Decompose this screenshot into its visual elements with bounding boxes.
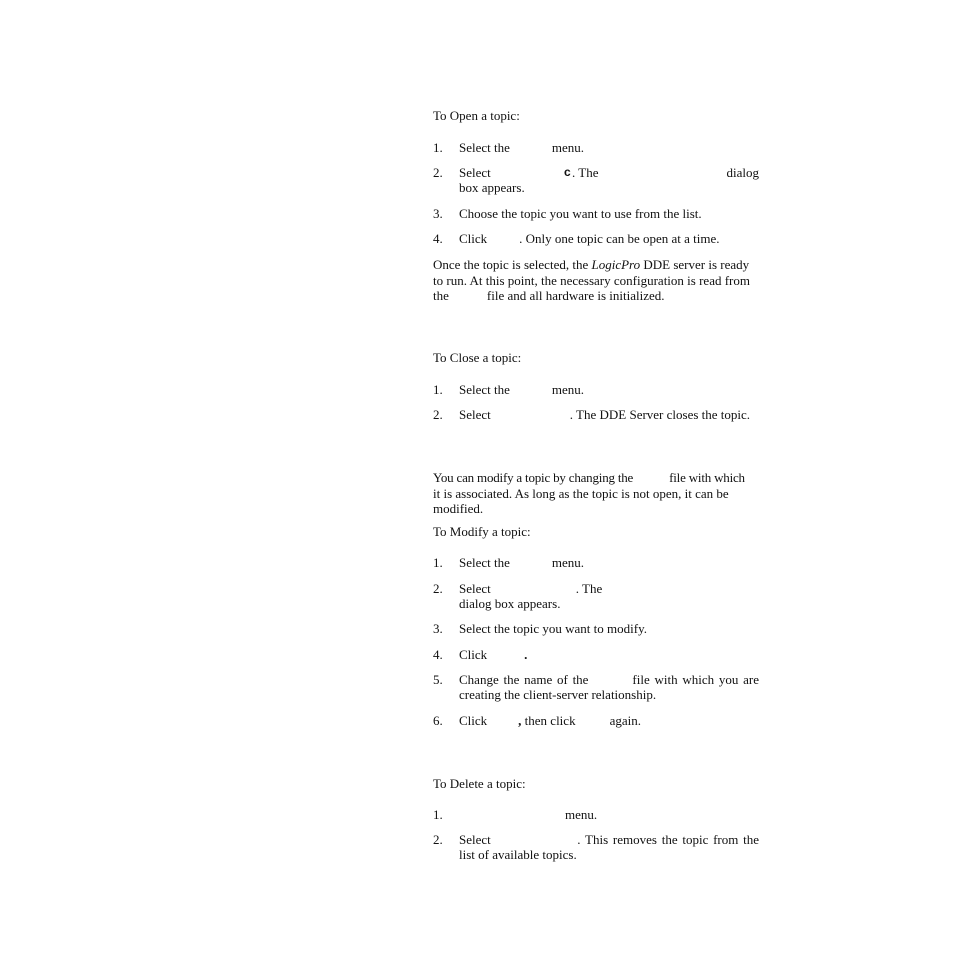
modify-step-5-number: 5. [433,672,443,687]
modify-step-2-text-b: . The [575,581,603,596]
open-paragraph-text-3b: file and all hardware is initialized. [486,288,665,303]
modify-intro-line-3: modified. [433,501,484,516]
modify-step-5-text-a: Change the name of the [459,672,589,687]
modify-heading: To Modify a topic: [433,524,531,539]
modify-step-2-number: 2. [433,581,443,596]
open-step-4-text-a: Click [459,231,488,246]
open-step-2-key: c [564,165,571,179]
open-paragraph-line-1 [433,257,759,273]
modify-step-3: Select the topic you want to modify. [459,621,647,636]
open-step-2-text-b: . The [572,165,599,180]
open-heading: To Open a topic: [433,108,520,123]
modify-step-6-text-d: again. [609,713,641,728]
modify-step-1-text-b: menu. [551,555,585,570]
modify-step-2-text-c: dialog box appears. [459,596,561,611]
modify-step-6-text-b: , [518,713,522,728]
delete-step-2-text-b: . This removes the topic from the [577,832,759,847]
open-step-1-number: 1. [433,140,443,155]
modify-step-1-number: 1. [433,555,443,570]
open-paragraph-text-3a: the [433,288,449,303]
product-name: LogicPro [591,257,641,272]
open-step-4 [459,231,759,246]
modify-step-3-number: 3. [433,621,443,636]
modify-intro-text-b: file with which [669,470,745,485]
modify-step-4 [459,647,759,662]
close-step-2-text-a: Select [459,407,491,422]
delete-step-2-number: 2. [433,832,443,847]
close-step-1-number: 1. [433,382,443,397]
close-step-2-number: 2. [433,407,443,422]
open-paragraph-line-2: to run. At this point, the necessary configuration is read from [433,272,750,288]
delete-step-2-text-a: Select [459,832,491,847]
open-step-2 [459,165,759,195]
open-paragraph-text-c: DDE server is ready [643,257,750,272]
open-step-2-text-a: Select [459,165,491,180]
modify-step-6-text-a: Click [459,713,488,728]
modify-step-6-number: 6. [433,713,443,728]
open-step-2-text-c: dialog [726,165,759,180]
delete-step-1-number: 1. [433,807,443,822]
open-paragraph-text-a: Once the topic is selected, the [433,257,589,272]
modify-intro [433,470,759,517]
close-heading: To Close a topic: [433,350,522,365]
open-step-1 [459,140,759,155]
open-step-4-text-b: . Only one topic can be open at a time. [519,231,720,246]
modify-step-5-text-b: file with which you are [632,672,759,687]
modify-intro-line-2: it is associated. As long as the topic is not open, it can be [433,485,729,501]
close-step-1-text-a: Select the [459,382,510,397]
modify-step-1-text-a: Select the [459,555,510,570]
open-paragraph-line-3 [433,288,759,304]
delete-step-1 [459,807,759,822]
delete-step-2 [459,832,759,862]
modify-step-5 [459,672,759,702]
modify-step-6 [459,713,759,728]
open-step-1-text-a: Select the [459,140,510,155]
open-step-2-text-d: box appears. [459,180,525,195]
delete-heading: To Delete a topic: [433,776,526,791]
close-step-1-text-b: menu. [551,382,585,397]
modify-step-2-text-a: Select [459,581,491,596]
open-step-3: Choose the topic you want to use from the list. [459,206,702,221]
open-step-1-text-b: menu. [551,140,585,155]
open-step-4-number: 4. [433,231,443,246]
modify-step-4-text-a: Click [459,647,488,662]
delete-step-2-text-c: list of available topics. [459,847,577,862]
modify-step-4-text-b: . [524,647,528,662]
close-step-1 [459,382,759,397]
open-step-3-number: 3. [433,206,443,221]
close-step-2-text-b: . The DDE Server closes the topic. [569,407,751,422]
modify-intro-line-1 [433,470,759,486]
open-step-2-number: 2. [433,165,443,180]
close-step-2 [459,407,759,422]
modify-step-6-text-c: then click [524,713,576,728]
modify-step-4-number: 4. [433,647,443,662]
delete-step-1-text-a: menu. [565,807,598,822]
modify-step-5-text-c: creating the client-server relationship. [459,687,657,702]
modify-step-2 [459,581,759,611]
open-paragraph [433,257,759,304]
modify-intro-text-a: You can modify a topic by changing the [433,470,634,485]
modify-step-1 [459,555,759,570]
